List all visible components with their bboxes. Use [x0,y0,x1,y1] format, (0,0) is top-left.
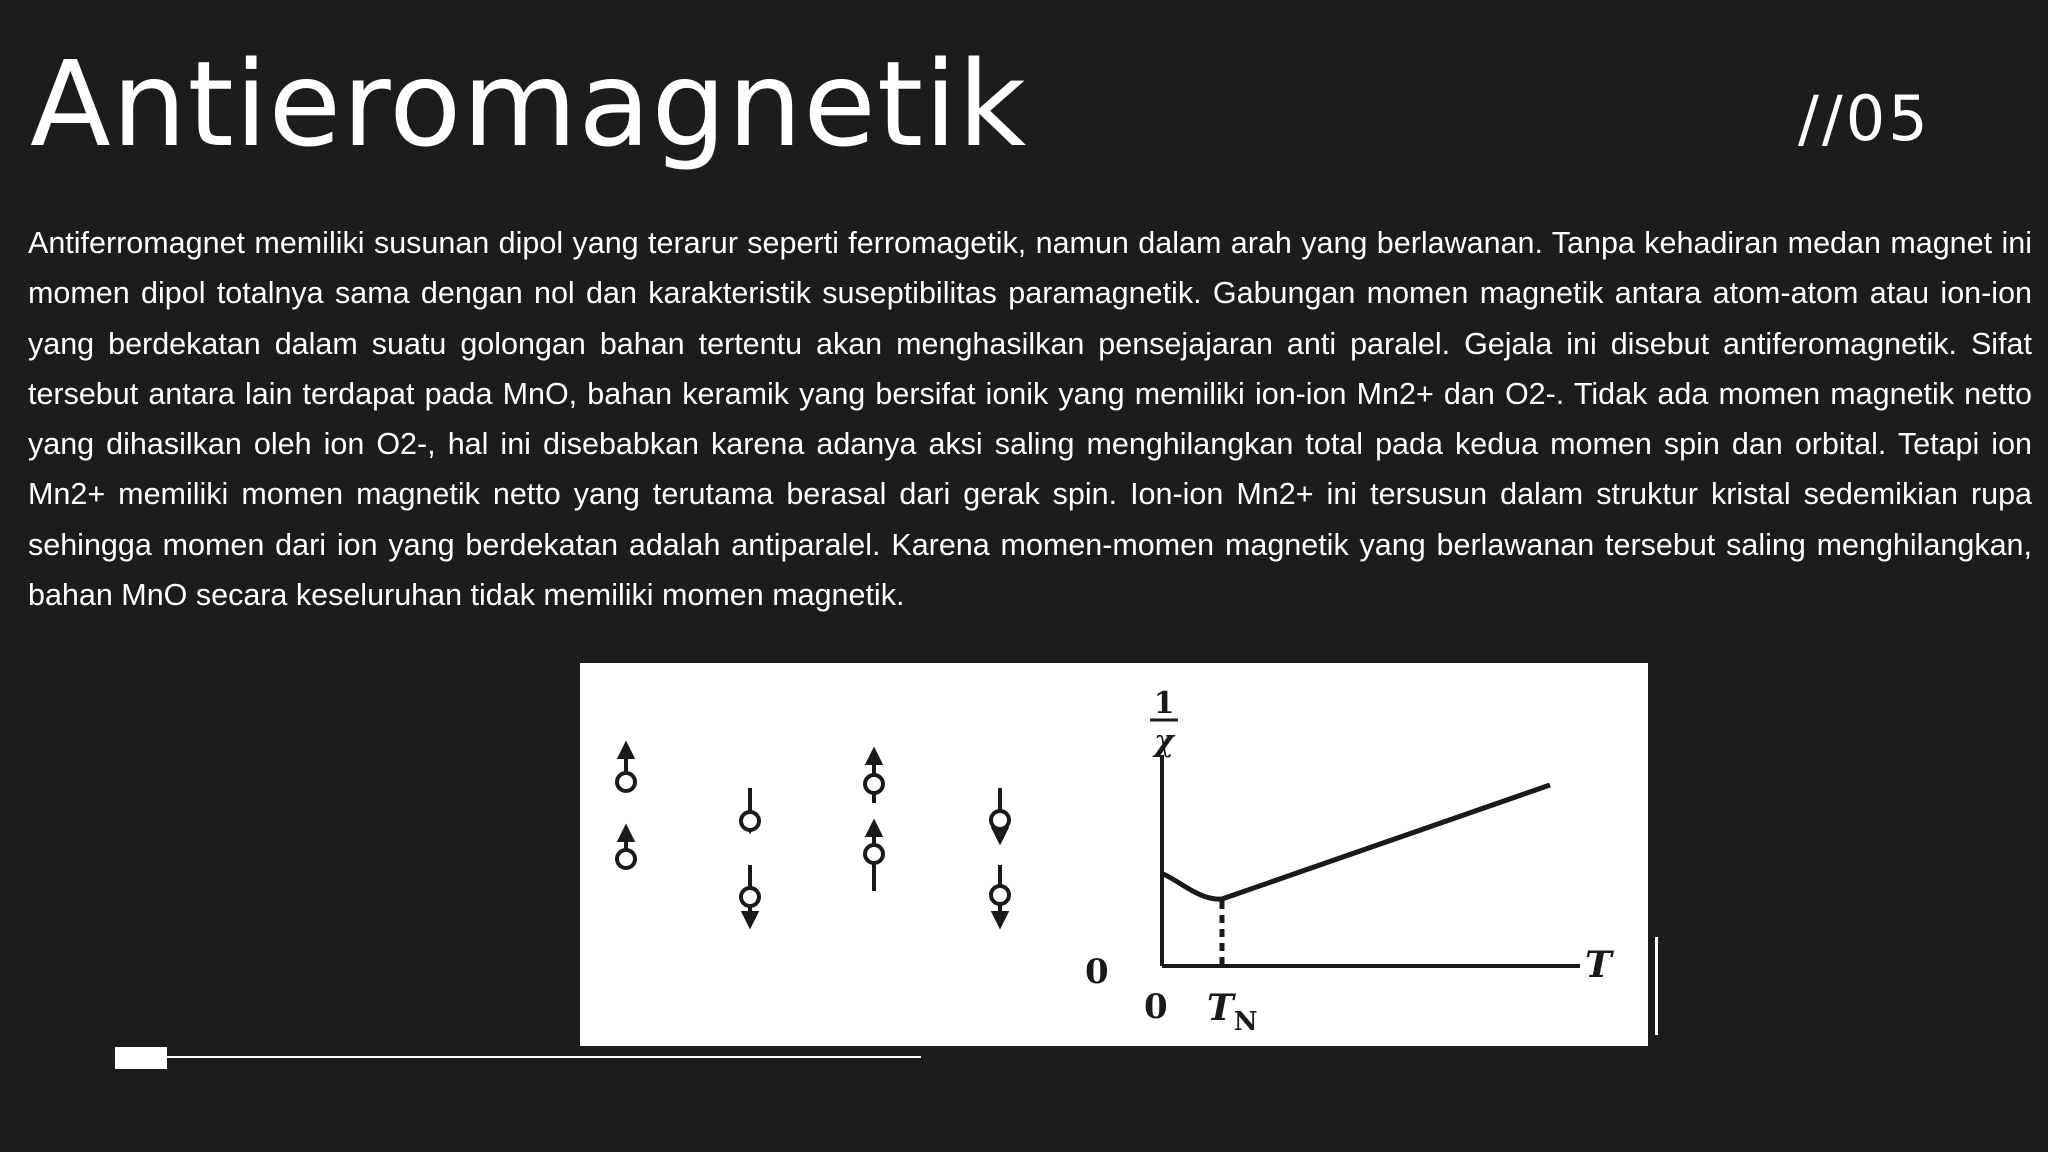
y-axis-label-numerator: 1 [1153,686,1175,721]
footer-progress-block [115,1047,167,1069]
dipole-down-icon [991,865,1009,925]
dipole-down-icon [741,788,759,830]
dipole-up-icon [617,828,635,868]
figure-svg [580,663,1648,1046]
body-paragraph: Antiferromagnet memiliki susunan dipol yang terarur seperti ferromagetik, namun dalam arah yang berlawanan. Tanpa kehadiran medan magnet ini momen dipol totalnya sama dengan nol dan karakteristik suseptibilitas paramagnetik. Gabungan momen magnetik antara atom-atom atau ion-ion yang berdekatan dalam suatu golongan bahan tertentu akan menghasilkan pensejajaran anti paralel. Gejala ini disebut antiferomagnetik. Sifat tersebut antara lain terdapat pada MnO, bahan keramik yang bersifat ionik yang memiliki ion-ion Mn2+ dan O2-. Tidak ada momen magnetik netto yang dihasilkan oleh ion O2-, hal ini disebabkan karena adanya aksi saling menghilangkan total pada kedua momen spin dan orbital. Tetapi ion Mn2+ memiliki momen magnetik netto yang terutama berasal dari gerak spin. Ion-ion Mn2+ ini tersusun dalam struktur kristal sedemikian rupa sehingga momen dari ion yang berdekatan adalah antiparalel. Karena momen-momen magnetik yang berlawanan tersebut saling menghilangkan, bahan MnO secara keseluruhan tidak memiliki momen magnetik. [28,226,2032,613]
dipole-up-icon [865,751,883,803]
inverse-susceptibility-curve [1163,785,1550,899]
y-axis-label-denominator: χ [1154,724,1174,759]
x-axis-zero-label: 0 [1144,987,1168,1027]
x-axis-label: T [1585,944,1612,986]
antiferromagnet-figure [580,663,1648,1046]
slide-title: Antieromagnetik [30,35,1028,173]
dipole-down-icon [991,788,1009,841]
origin-label: 0 [1085,952,1109,992]
dipole-down-icon [741,865,759,925]
neel-temperature-label: $T_N$ [1207,987,1258,1037]
vertical-divider [1655,937,1658,1035]
dipole-up-icon [617,745,635,791]
page-number: //05 [1798,82,1931,155]
dipole-up-icon [865,823,883,891]
footer-line [115,1056,921,1058]
